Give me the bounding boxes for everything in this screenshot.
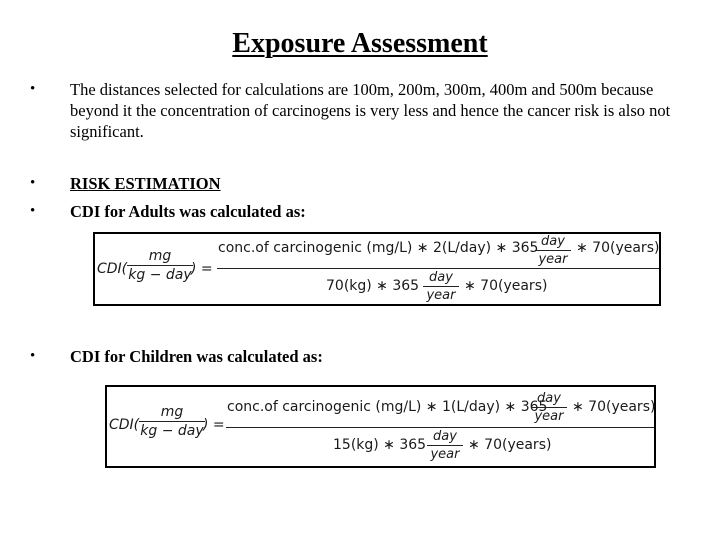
denominator-tail: ∗ 70(years) — [464, 278, 548, 294]
numerator-tail: ∗ 70(years) — [576, 240, 660, 256]
frac-top: day — [433, 429, 457, 444]
cdi-lhs-suffix: ) = — [191, 261, 213, 277]
fraction-bar — [427, 445, 463, 446]
risk-estimation-heading: RISK ESTIMATION — [70, 174, 221, 193]
fraction-bar — [531, 407, 567, 408]
numerator-day-year — [535, 234, 571, 267]
denominator-day-year — [423, 270, 459, 303]
bullet-dot: • — [30, 175, 36, 191]
denominator-expression: 70(kg) ∗ 365 — [326, 278, 420, 294]
denominator-day-year — [427, 429, 463, 462]
numerator-day-year — [531, 391, 567, 424]
numerator-tail: ∗ 70(years) — [572, 399, 656, 415]
fraction-bar — [139, 421, 205, 422]
frac-top: day — [537, 391, 561, 406]
children-cdi-formula — [105, 385, 656, 468]
bullet-dot: • — [30, 203, 36, 219]
lhs-denominator: kg − day — [140, 423, 204, 439]
distances-paragraph: The distances selected for calculations are 100m, 200m, 300m, 400m and 500m because beyond it the concentration of carcinogens is very less and hence the cancer risk is also not significant. — [70, 80, 671, 141]
cdi-lhs-prefix: CDI( — [97, 261, 128, 277]
frac-top: day — [541, 234, 565, 249]
adults-cdi-formula — [93, 232, 661, 306]
lhs-numerator: mg — [160, 404, 184, 420]
cdi-lhs-prefix: CDI( — [109, 417, 140, 433]
children-cdi-intro: CDI for Children was calculated as: — [70, 347, 323, 366]
frac-bottom: year — [538, 252, 568, 267]
lhs-unit-fraction — [139, 404, 205, 439]
numerator-expression: conc.of carcinogenic (mg/L) ∗ 2(L/day) ∗ 365 — [218, 240, 539, 256]
fraction-bar — [423, 286, 459, 287]
fraction-bar — [535, 250, 571, 251]
main-fraction-bar — [217, 268, 659, 269]
frac-bottom: year — [534, 409, 564, 424]
slide-title: Exposure Assessment — [232, 28, 488, 59]
lhs-numerator: mg — [148, 248, 172, 264]
bullet-dot: • — [30, 81, 36, 97]
frac-top: day — [429, 270, 453, 285]
cdi-lhs-suffix: ) = — [203, 417, 225, 433]
lhs-unit-fraction — [127, 248, 193, 283]
bullet-dot: • — [30, 348, 36, 364]
main-fraction-bar — [226, 427, 654, 428]
numerator-expression: conc.of carcinogenic (mg/L) ∗ 1(L/day) ∗ 365 — [227, 399, 548, 415]
fraction-bar — [127, 265, 193, 266]
frac-bottom: year — [430, 447, 460, 462]
frac-bottom: year — [426, 288, 456, 303]
denominator-expression: 15(kg) ∗ 365 — [333, 437, 427, 453]
denominator-tail: ∗ 70(years) — [468, 437, 552, 453]
adults-cdi-intro: CDI for Adults was calculated as: — [70, 202, 306, 221]
lhs-denominator: kg − day — [128, 267, 192, 283]
